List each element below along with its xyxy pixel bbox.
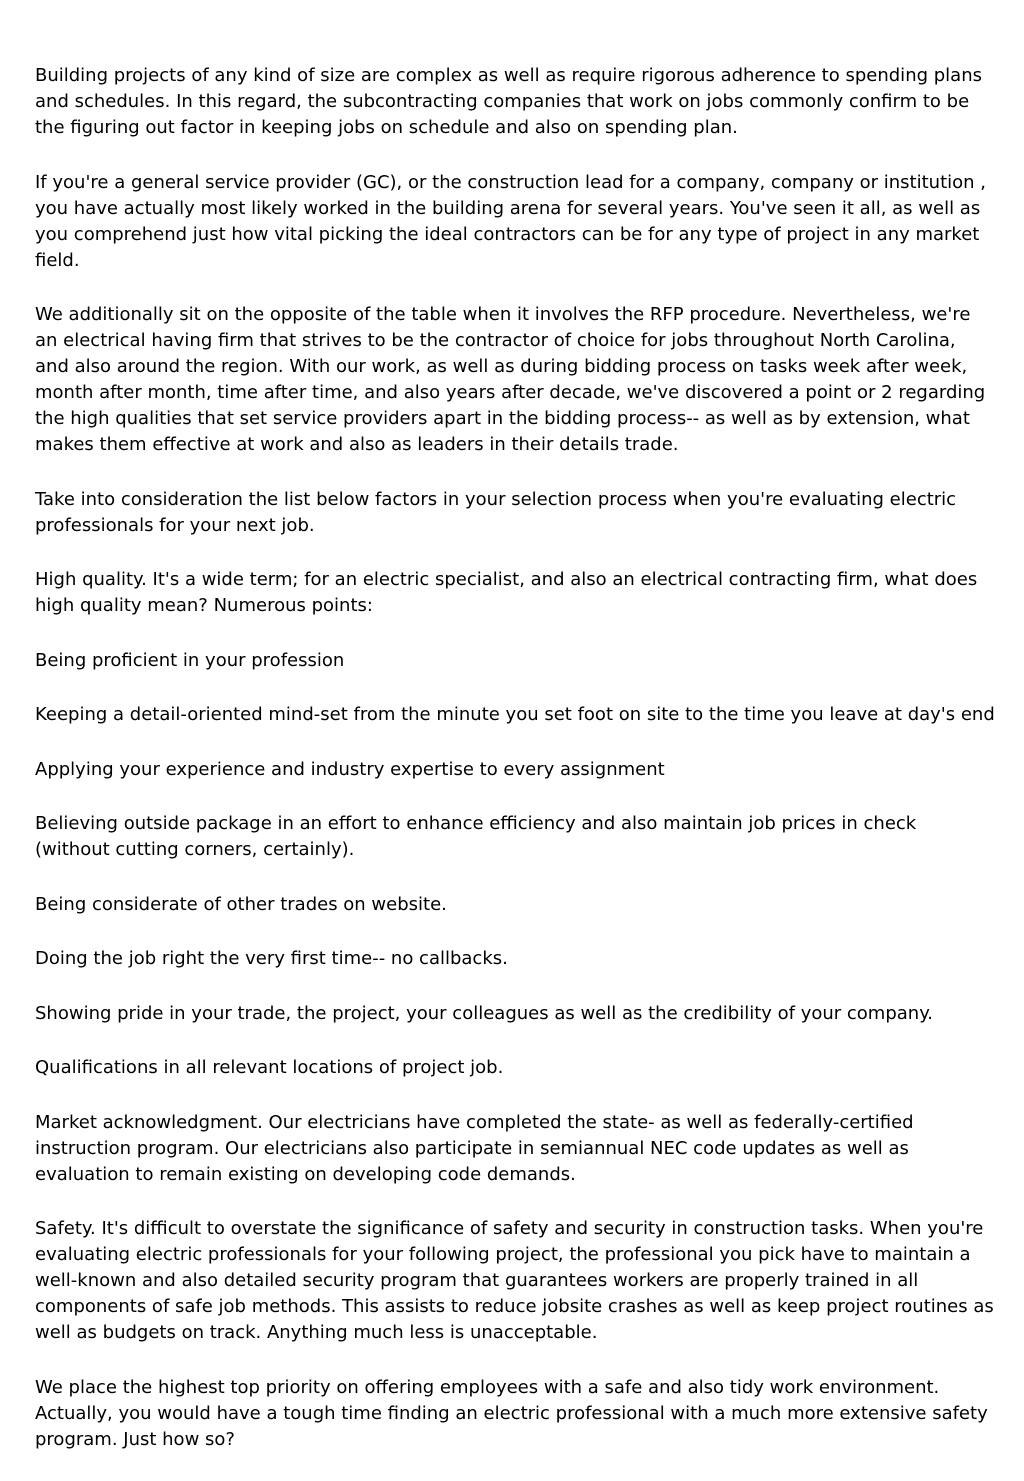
document-body	[35, 63, 995, 1481]
list-item-first-time: Doing the job right the very first time-- no callbacks.	[35, 948, 508, 969]
list-item-outside-package: Believing outside package in an effort to enhance efficiency and also maintain job prices in check (without cutting corners, certainly).	[35, 813, 917, 860]
paragraph-market-acknowledgment: Market acknowledgment. Our electricians have completed the state- as well as federally-certified instruction program. Our electricians also participate in semiannual NEC code updates as well as evaluation to remain existing on developing code demands.	[35, 1111, 914, 1185]
list-item-experience: Applying your experience and industry expertise to every assignment	[35, 758, 665, 780]
paragraph-general-contractor: If you're a general service provider (GC), or the construction lead for a company, company or institution , you have actually most likely worked in the building arena for several years. You've seen it all, as well as you comprehend just how vital picking the ideal contractors can be for any type of project in any market field.	[35, 171, 986, 271]
paragraph-selection-factors: Take into consideration the list below factors in your selection process when you're evaluating electric professionals for your next job.	[35, 488, 957, 536]
paragraph-priority: We place the highest top priority on offering employees with a safe and also tidy work environment. Actually, you would have a tough time finding an electric professional with a much more extensive safety program. Just how so?	[35, 1376, 988, 1450]
list-item-considerate: Being considerate of other trades on website.	[35, 893, 447, 915]
paragraph-high-quality: High quality. It's a wide term; for an electric specialist, and also an electrical contracting firm, what does high quality mean? Numerous points:	[35, 569, 978, 616]
paragraph-rfp-procedure: We additionally sit on the opposite of the table when it involves the RFP procedure. Nevertheless, we're an electrical having firm that strives to be the contractor of choice for jobs throughout North Carolina, and also around the region. With our work, as well as during bidding process on tasks week after week, month after month, time after time, and also years after decade, we've discovered a point or 2 regarding the high qualities that set service providers apart in the bidding process-- as well as by extension, what makes them effective at work and also as leaders in their details trade.	[35, 304, 986, 455]
list-item-detail-oriented: Keeping a detail-oriented mind-set from the minute you set foot on site to the time you leave at day's end	[35, 704, 995, 725]
list-item-pride: Showing pride in your trade, the project, your colleagues as well as the credibility of your company.	[35, 1002, 934, 1024]
paragraph-safety: Safety. It's difficult to overstate the significance of safety and security in construction tasks. When you're evaluating electric professionals for your following project, the professional you pick have to maintain a well-known and also detailed security program that guarantees workers are properly trained in all components of safe job methods. This assists to reduce jobsite crashes as well as keep project routines as well as budgets on track. Anything much less is unacceptable.	[35, 1218, 994, 1343]
list-item-qualifications: Qualifications in all relevant locations of project job.	[35, 1057, 504, 1078]
list-item-proficient: Being proficient in your profession	[35, 649, 345, 671]
paragraph-intro: Building projects of any kind of size are complex as well as require rigorous adherence to spending plans and schedules. In this regard, the subcontracting companies that work on jobs commonly confirm to be the figuring out factor in keeping jobs on schedule and also on spending plan.	[35, 65, 982, 138]
